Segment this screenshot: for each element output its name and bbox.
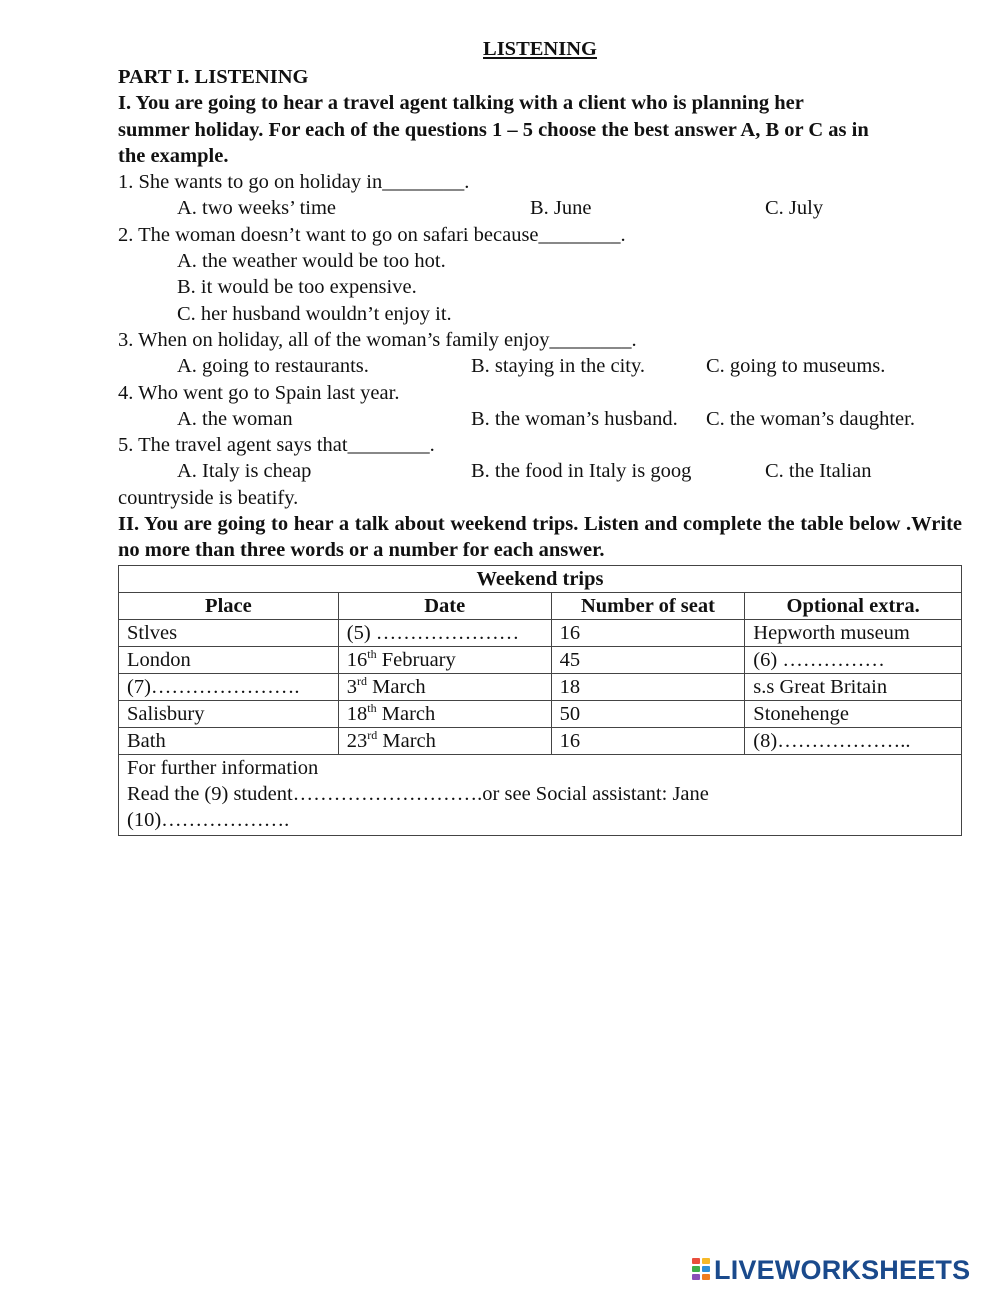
option-c[interactable]: C. July	[765, 197, 824, 220]
cell-seats: 18	[551, 673, 745, 700]
option-b[interactable]: B. the food in Italy is goog	[471, 460, 692, 483]
option-c[interactable]: C. the woman’s daughter.	[706, 407, 915, 430]
table-row	[119, 673, 962, 700]
logo-square	[702, 1274, 710, 1280]
info-row	[119, 754, 962, 835]
date-month: March	[367, 675, 426, 698]
question-stem: 4. Who went go to Spain last year.	[118, 381, 400, 404]
header-seats: Number of seat	[551, 592, 745, 619]
question-1	[118, 169, 962, 222]
question-stem: 3. When on holiday, all of the woman’s family enjoy________.	[118, 328, 637, 351]
cell-extra: Stonehenge	[745, 700, 962, 727]
section1-instructions	[118, 90, 962, 169]
date-day: 3	[346, 675, 358, 698]
option-b[interactable]: B. June	[530, 197, 592, 220]
date-day: 23	[346, 729, 368, 752]
logo-text: LIVEWORKSHEETS	[714, 1254, 971, 1285]
cell-place: London	[119, 646, 339, 673]
header-date: Date	[338, 592, 551, 619]
option-c[interactable]: C. going to museums.	[706, 355, 886, 378]
option-a[interactable]: A. the weather would be too hot.	[177, 250, 446, 273]
option-a[interactable]: A. two weeks’ time	[177, 197, 337, 220]
section2-instructions: II. You are going to hear a talk about weekend trips. Listen and complete the table below .Write no more than three words or a number for each answer.	[118, 513, 962, 562]
liveworksheets-logo	[692, 1255, 970, 1285]
cell-seats: 16	[551, 619, 745, 646]
option-a[interactable]: A. Italy is cheap	[177, 460, 312, 483]
cell-extra-blank[interactable]: (8)………………..	[745, 727, 962, 754]
cell-date	[338, 673, 551, 700]
cell-seats: 50	[551, 700, 745, 727]
option-b[interactable]: B. the woman’s husband.	[471, 407, 678, 430]
option-c-continuation: countryside is beatify.	[118, 486, 299, 509]
question-4	[118, 380, 962, 433]
logo-mark-icon	[692, 1258, 712, 1282]
cell-date	[338, 700, 551, 727]
option-a[interactable]: A. going to restaurants.	[177, 355, 369, 378]
table-row	[119, 727, 962, 754]
table-row	[119, 700, 962, 727]
question-stem: 2. The woman doesn’t want to go on safari because________.	[118, 223, 626, 246]
question-3	[118, 327, 962, 380]
cell-seats: 16	[551, 727, 745, 754]
date-month: February	[376, 648, 456, 671]
info-line-blank-10[interactable]: (10)……………….	[127, 809, 290, 832]
date-suffix: rd	[367, 727, 378, 742]
cell-place: Bath	[119, 727, 339, 754]
option-b[interactable]: B. it would be too expensive.	[177, 276, 417, 299]
date-suffix: th	[367, 700, 377, 715]
option-b[interactable]: B. staying in the city.	[471, 355, 646, 378]
cell-date	[338, 646, 551, 673]
cell-date	[338, 727, 551, 754]
option-a[interactable]: A. the woman	[177, 407, 293, 430]
instruction-line: I. You are going to hear a travel agent talking with a client who is planning her	[118, 92, 804, 115]
logo-square	[692, 1266, 700, 1272]
worksheet-page	[118, 34, 962, 836]
info-line-blank-9[interactable]: Read the (9) student……………………….or see Social assistant: Jane	[127, 782, 709, 805]
cell-date[interactable]	[338, 619, 551, 646]
option-c[interactable]: C. the Italian	[765, 460, 872, 483]
question-stem: 5. The travel agent says that________.	[118, 434, 435, 457]
option-c[interactable]: C. her husband wouldn’t enjoy it.	[177, 302, 452, 325]
cell-extra: Hepworth museum	[745, 619, 962, 646]
question-5	[118, 432, 962, 511]
date-blank[interactable]: (5) …………………	[346, 621, 520, 644]
weekend-trips-table	[118, 565, 962, 836]
date-day: 18	[346, 702, 368, 725]
date-day: 16	[346, 648, 368, 671]
logo-square	[702, 1266, 710, 1272]
instruction-line: summer holiday. For each of the questions 1 – 5 choose the best answer A, B or C as in	[118, 118, 869, 141]
date-suffix: rd	[357, 673, 368, 688]
info-line: For further information	[127, 756, 319, 779]
page-title: LISTENING	[483, 38, 597, 60]
question-2	[118, 222, 962, 327]
cell-place: Stlves	[119, 619, 339, 646]
header-extra: Optional extra.	[745, 592, 962, 619]
table-header-row	[119, 592, 962, 619]
header-place: Place	[119, 592, 339, 619]
instruction-line: the example.	[118, 144, 229, 167]
cell-extra: s.s Great Britain	[745, 673, 962, 700]
cell-place-blank[interactable]: (7)………………….	[119, 673, 339, 700]
logo-square	[702, 1258, 710, 1264]
logo-square	[692, 1274, 700, 1280]
date-suffix: th	[367, 646, 377, 661]
cell-extra-blank[interactable]: (6) ……………	[745, 646, 962, 673]
cell-place: Salisbury	[119, 700, 339, 727]
date-month: March	[376, 702, 436, 725]
question-stem: 1. She wants to go on holiday in________.	[118, 171, 470, 194]
date-month: March	[377, 729, 436, 752]
table-title: Weekend trips	[119, 565, 962, 592]
further-info-cell	[119, 754, 962, 835]
cell-seats: 45	[551, 646, 745, 673]
table-row	[119, 646, 962, 673]
table-row	[119, 619, 962, 646]
part-heading: PART I. LISTENING	[118, 66, 309, 88]
logo-square	[692, 1258, 700, 1264]
